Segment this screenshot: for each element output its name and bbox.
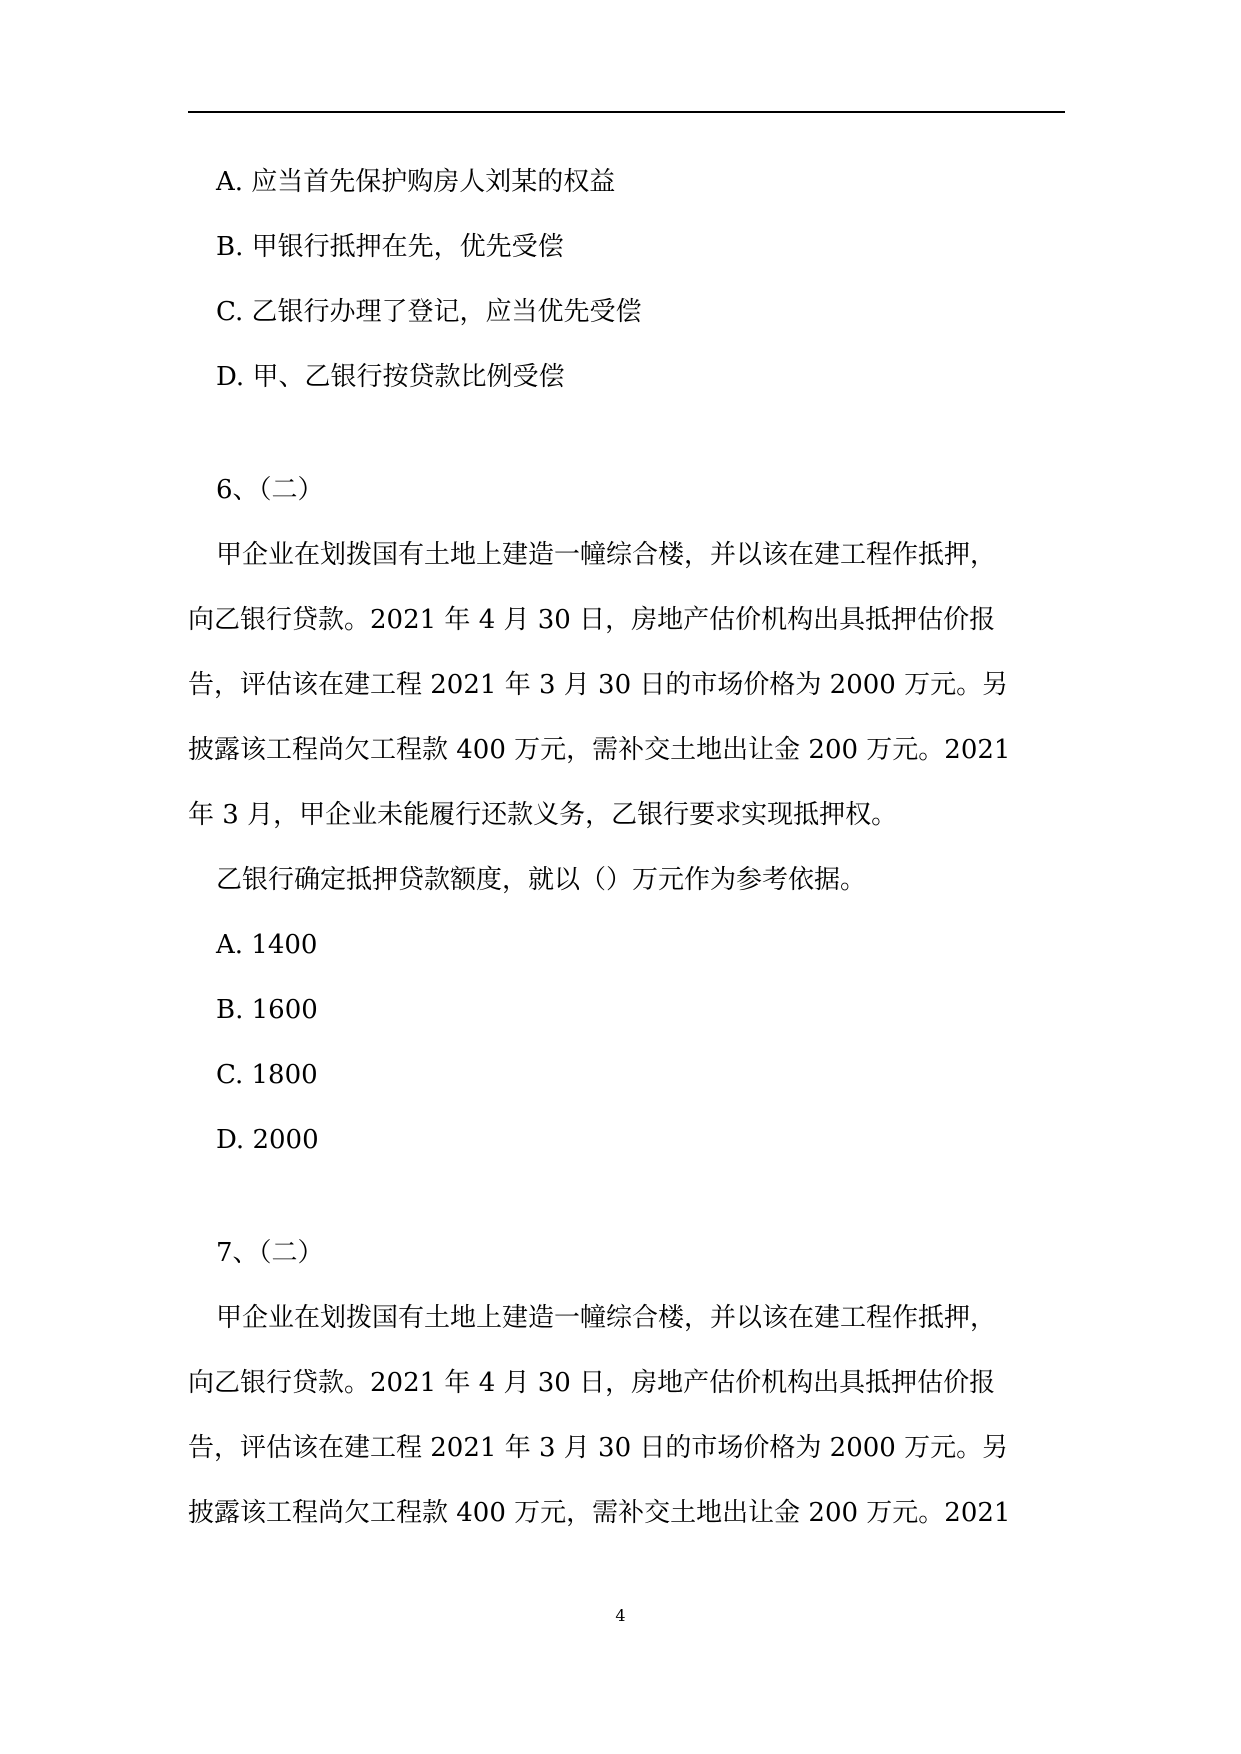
q6-option-b: B. 1600 [216,995,318,1025]
q6-stem-line: 向乙银行贷款。2021 年 4 月 30 日，房地产估价机构出具抵押估价报 [188,605,996,635]
q5-option-d: D. 甲、乙银行按贷款比例受偿 [216,362,565,392]
q5-option-a: A. 应当首先保护购房人刘某的权益 [216,167,616,197]
q7-stem-line: 披露该工程尚欠工程款 400 万元，需补交土地出让金 200 万元。2021 [188,1498,1011,1528]
spacer [188,410,1065,458]
q7-title: 7、（二） [216,1238,324,1268]
q6-option-d: D. 2000 [216,1125,319,1155]
q6-option-c: C. 1800 [216,1060,318,1090]
q5-option-c: C. 乙银行办理了登记，应当优先受偿 [216,297,642,327]
q6-title: 6、（二） [216,475,324,505]
document-body [188,150,1065,1546]
q6-stem-line: 披露该工程尚欠工程款 400 万元，需补交土地出让金 200 万元。2021 [188,735,1011,765]
header-rule [188,111,1065,113]
q5-option-b: B. 甲银行抵押在先，优先受偿 [216,232,564,262]
q6-stem-line: 告，评估该在建工程 2021 年 3 月 30 日的市场价格为 2000 万元。另 [188,670,1009,700]
q7-stem-line: 向乙银行贷款。2021 年 4 月 30 日，房地产估价机构出具抵押估价报 [188,1368,996,1398]
spacer [188,1173,1065,1221]
q7-stem-line: 甲企业在划拨国有土地上建造一幢综合楼，并以该在建工程作抵押， [216,1303,997,1333]
page-number: 4 [615,1606,626,1625]
q7-stem-line: 告，评估该在建工程 2021 年 3 月 30 日的市场价格为 2000 万元。另 [188,1433,1009,1463]
q6-stem-line: 年 3 月，甲企业未能履行还款义务，乙银行要求实现抵押权。 [188,800,898,830]
q7-stem [188,1286,1065,1546]
q6-stem-line: 甲企业在划拨国有土地上建造一幢综合楼，并以该在建工程作抵押， [216,540,997,570]
q6-stem [188,523,1065,848]
q6-question: 乙银行确定抵押贷款额度，就以（）万元作为参考依据。 [216,865,867,895]
q6-option-a: A. 1400 [216,930,318,960]
